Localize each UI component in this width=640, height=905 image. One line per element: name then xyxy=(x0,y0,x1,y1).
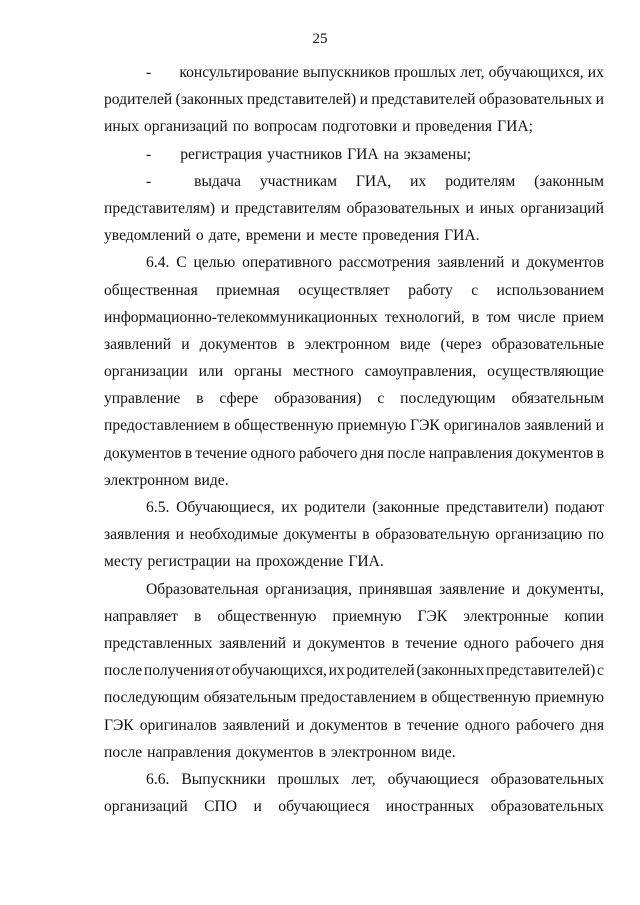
word: рабочего xyxy=(515,634,575,652)
word: в xyxy=(287,335,295,353)
word: заявления xyxy=(104,526,170,544)
text-line xyxy=(104,766,604,793)
word: оригиналов xyxy=(443,417,521,435)
word: приемная xyxy=(216,281,280,299)
word: дня xyxy=(360,444,385,462)
word: организаций xyxy=(104,798,188,816)
word: на xyxy=(235,553,251,571)
document-body xyxy=(104,59,604,820)
word: и xyxy=(595,91,604,109)
word: заявлений xyxy=(218,634,287,652)
word: ГИА; xyxy=(497,118,533,136)
word: образовательных xyxy=(478,91,593,109)
text-line xyxy=(104,195,604,222)
word: - xyxy=(146,145,152,163)
word: месту xyxy=(104,553,143,571)
word: представителей) xyxy=(486,662,596,680)
word: прошлых xyxy=(277,770,340,788)
word: на xyxy=(383,145,399,163)
word: дня xyxy=(580,716,604,734)
word: и xyxy=(253,798,262,816)
word: консультирование xyxy=(179,64,299,81)
word: Выпускники xyxy=(181,770,266,788)
word: ГИА, xyxy=(355,172,392,190)
paragraph-para-6-4 xyxy=(104,249,604,494)
word: ГИА. xyxy=(348,553,384,571)
word: с xyxy=(471,281,479,299)
word: и xyxy=(511,580,521,598)
word: образовательные xyxy=(491,335,604,353)
text-line xyxy=(104,86,604,113)
word: заявлений xyxy=(437,254,505,272)
word: выпускников xyxy=(302,64,391,81)
word: течение xyxy=(405,634,458,652)
word: по xyxy=(232,118,249,136)
word: лет, xyxy=(351,770,376,788)
word: последующим xyxy=(104,689,200,707)
word: заявление xyxy=(439,580,505,598)
word: рабочего xyxy=(298,444,358,462)
word: прохождение xyxy=(255,553,344,571)
word: представителям) xyxy=(104,199,216,217)
word: местного xyxy=(292,363,354,381)
word: организаций xyxy=(143,118,228,136)
word: проведения xyxy=(415,118,493,136)
word: приемную xyxy=(337,417,407,435)
word: подают xyxy=(555,499,604,516)
word: их xyxy=(328,662,345,680)
word: одного xyxy=(250,444,296,462)
paragraph-bullet-3 xyxy=(104,168,604,250)
word: приемную xyxy=(332,607,402,625)
word: образовательных xyxy=(346,199,460,217)
word: регистрации xyxy=(147,553,231,571)
text-line xyxy=(104,440,604,467)
word: документы xyxy=(283,526,357,544)
word: копии xyxy=(564,607,604,625)
paragraph-para-6-5 xyxy=(104,494,604,576)
word: организация, xyxy=(265,580,352,598)
word: в xyxy=(419,689,428,707)
word: одного xyxy=(463,634,509,652)
word: направления xyxy=(428,444,513,462)
word: (законным xyxy=(534,172,604,190)
word: дате, xyxy=(208,227,241,245)
word: после xyxy=(104,662,143,680)
word: документов xyxy=(307,634,386,652)
word: одного xyxy=(464,716,510,734)
word: их xyxy=(410,172,427,190)
text-line xyxy=(104,521,604,548)
word: представителей) xyxy=(246,91,357,109)
word: обучающихся, xyxy=(231,662,327,680)
paragraph-bullet-1 xyxy=(104,59,604,141)
word: ГЭК xyxy=(417,607,448,625)
word: представителей xyxy=(371,91,476,109)
text-line xyxy=(104,412,604,439)
word: вопросам xyxy=(253,118,318,136)
word: предоставлением xyxy=(104,417,220,435)
word: выдача xyxy=(194,172,241,190)
word: их xyxy=(587,64,604,81)
word: в xyxy=(223,417,231,435)
word: электронные xyxy=(463,607,549,625)
word: - xyxy=(146,172,152,190)
word: виде xyxy=(399,335,431,353)
word: и xyxy=(292,634,301,652)
text-line xyxy=(104,630,604,657)
word: в xyxy=(318,743,326,761)
word: направляет xyxy=(104,607,178,625)
word: течение xyxy=(195,444,248,462)
word: в xyxy=(193,607,202,625)
word: (законных xyxy=(416,662,485,680)
word: предоставлением xyxy=(300,689,416,707)
page-number: 25 xyxy=(312,31,328,47)
word: осуществляющие xyxy=(487,363,604,381)
word: и xyxy=(181,335,190,353)
word: и xyxy=(306,227,315,245)
word: и xyxy=(295,716,305,734)
text-line xyxy=(104,657,604,684)
word: документов xyxy=(526,254,604,272)
word: иностранных xyxy=(385,798,475,816)
word: заявлений xyxy=(104,335,172,353)
word: использованием xyxy=(496,281,604,299)
word: течение xyxy=(407,716,459,734)
word: документов xyxy=(199,335,278,353)
word: виде. xyxy=(194,471,229,489)
word: заявлений xyxy=(222,716,290,734)
word: обучающиеся xyxy=(278,798,370,816)
text-line xyxy=(104,467,604,494)
text-line xyxy=(104,331,604,358)
word: осуществляет xyxy=(298,281,390,299)
word: получения xyxy=(143,662,215,680)
word: обязательным xyxy=(203,689,297,707)
word: уведомлений xyxy=(104,227,191,245)
word: необходимые xyxy=(189,526,278,544)
text-line xyxy=(104,249,604,276)
word: электронном xyxy=(304,335,390,353)
word: или xyxy=(198,363,224,381)
word: и xyxy=(465,199,474,217)
word: представители) xyxy=(446,499,549,516)
word: в xyxy=(362,526,370,544)
word: с xyxy=(377,390,385,408)
text-line xyxy=(104,168,604,195)
word: иных xyxy=(479,199,515,217)
word: общественную xyxy=(217,607,317,625)
word: информационно-телекоммуникационных xyxy=(104,308,378,326)
word: заявлений xyxy=(524,417,592,435)
word: по xyxy=(587,526,604,544)
word: ГИА. xyxy=(444,227,480,245)
text-line xyxy=(104,576,604,603)
word: в xyxy=(471,308,480,326)
word: с xyxy=(597,662,604,680)
word: документов xyxy=(104,444,182,462)
word: в xyxy=(596,444,604,462)
word: и xyxy=(402,118,411,136)
word: ГИА xyxy=(347,145,379,163)
word: принявшая xyxy=(358,580,433,598)
word: организацию xyxy=(495,526,583,544)
word: документы, xyxy=(526,580,604,598)
word: организации xyxy=(104,363,188,381)
word: в xyxy=(393,716,402,734)
word: электронном xyxy=(330,743,417,761)
word: виде. xyxy=(421,743,456,761)
word: и xyxy=(511,254,520,272)
word: месте xyxy=(319,227,358,245)
word: Образовательная xyxy=(146,580,259,598)
word: общественную xyxy=(234,417,334,435)
text-line xyxy=(104,385,604,412)
word: подготовки xyxy=(322,118,398,136)
text-line xyxy=(104,684,604,711)
paragraph-para-org xyxy=(104,576,604,766)
word: образовательных xyxy=(490,770,604,788)
word: сфере xyxy=(219,390,259,408)
word: (через xyxy=(440,335,482,353)
word: приемную xyxy=(534,689,604,707)
word: документов xyxy=(236,743,314,761)
text-line xyxy=(104,793,604,820)
text-line xyxy=(104,222,604,249)
text-line xyxy=(104,304,604,331)
word: числе xyxy=(517,308,556,326)
word: родители xyxy=(304,499,366,516)
word: в xyxy=(391,634,399,652)
text-line xyxy=(104,548,604,575)
word: оригиналов xyxy=(139,716,217,734)
word: и xyxy=(220,199,230,217)
word: в xyxy=(184,444,193,462)
word: работу xyxy=(408,281,453,299)
word: оперативного xyxy=(242,254,332,272)
word: - xyxy=(146,64,152,81)
word: после xyxy=(104,743,143,761)
word: ГЭК xyxy=(410,417,440,435)
word: и xyxy=(359,91,368,109)
word: самоуправления, xyxy=(364,363,477,381)
word: времени xyxy=(245,227,302,245)
word: участникам xyxy=(259,172,337,190)
paragraph-para-6-6 xyxy=(104,766,604,820)
word: последующим xyxy=(400,390,496,408)
word: обучающихся, xyxy=(488,64,584,81)
word: их xyxy=(281,499,298,516)
word: проведения xyxy=(362,227,440,245)
word: от xyxy=(215,662,231,680)
word: и xyxy=(175,526,184,544)
word: 6.4. xyxy=(146,254,170,272)
word: органы xyxy=(234,363,282,381)
text-line xyxy=(104,113,604,140)
word: экзамены; xyxy=(403,145,472,163)
word: электронном xyxy=(104,471,190,489)
word: Обучающиеся, xyxy=(176,499,275,516)
text-line xyxy=(104,277,604,304)
word: представленных xyxy=(104,634,213,652)
text-line xyxy=(104,494,604,521)
word: обучающиеся xyxy=(387,770,479,788)
word: о xyxy=(195,227,204,245)
word: иных xyxy=(104,118,139,136)
word: общественную xyxy=(431,689,531,707)
word: образовательную xyxy=(375,526,490,544)
word: участников xyxy=(267,145,343,163)
word: обязательным xyxy=(511,390,604,408)
paragraph-bullet-2 xyxy=(104,141,604,168)
word: управление xyxy=(104,390,181,408)
word: документов xyxy=(310,716,388,734)
word: документов xyxy=(515,444,594,462)
text-line xyxy=(104,712,604,739)
word: том xyxy=(486,308,511,326)
word: образовательных xyxy=(490,798,604,816)
word: прием xyxy=(562,308,604,326)
word: направления xyxy=(147,743,232,761)
word: 6.6. xyxy=(146,770,170,788)
word: и xyxy=(595,417,604,435)
word: родителей xyxy=(104,91,173,109)
word: родителей xyxy=(346,662,415,680)
text-line xyxy=(104,739,604,766)
word: после xyxy=(387,444,426,462)
word: дня xyxy=(580,634,604,652)
word: (законные xyxy=(372,499,440,516)
word: СПО xyxy=(204,798,238,816)
word: технологий, xyxy=(384,308,465,326)
word: рассмотрения xyxy=(338,254,431,272)
word: родителям xyxy=(445,172,516,190)
word: С xyxy=(176,254,187,272)
text-line xyxy=(104,141,604,168)
word: образования) xyxy=(274,390,362,408)
word: представителям xyxy=(234,199,341,217)
word: общественная xyxy=(104,281,198,299)
word: рабочего xyxy=(515,716,575,734)
word: 6.5. xyxy=(146,499,170,516)
text-line xyxy=(104,358,604,385)
word: целью xyxy=(193,254,236,272)
word: лет, xyxy=(460,64,485,81)
word: прошлых xyxy=(394,64,457,81)
word: регистрация xyxy=(180,145,263,163)
text-line xyxy=(104,59,604,86)
word: организаций xyxy=(520,199,604,217)
text-line xyxy=(104,603,604,630)
word: (законных xyxy=(175,91,244,109)
word: в xyxy=(196,390,204,408)
word: ГЭК xyxy=(104,716,134,734)
